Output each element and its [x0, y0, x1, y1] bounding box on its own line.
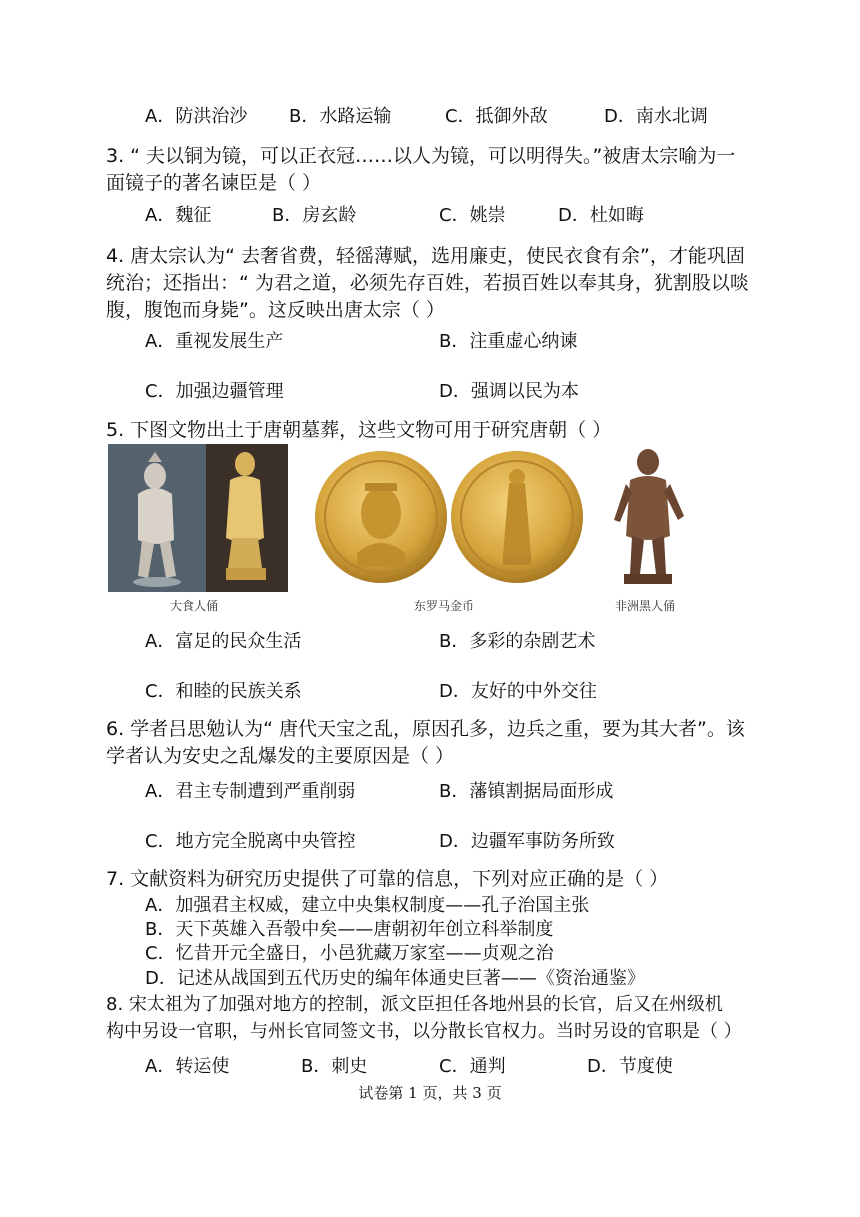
q6-option-c: C．地方完全脱离中央管控: [145, 831, 356, 852]
q3-option-d: D．杜如晦: [558, 205, 644, 226]
q5-option-b: B．多彩的杂剧艺术: [439, 631, 596, 652]
q5-option-d: D．友好的中外交往: [439, 681, 597, 702]
q2-option-d: D．南水北调: [604, 106, 708, 127]
q8-option-b: B．刺史: [301, 1056, 368, 1077]
q4-option-a: A．重视发展生产: [145, 331, 284, 352]
caption-arab-figurine: 大食人俑: [170, 599, 219, 613]
q6-option-a: A．君主专制遭到严重削弱: [145, 781, 356, 802]
q5-stem-line1: 5. 下图文物出土于唐朝墓葬，这些文物可用于研究唐朝（ ）: [106, 419, 612, 441]
q2-option-c: C．抵御外敌: [445, 106, 548, 127]
q3-stem-line1: 3. “ 夫以铜为镜，可以正衣冠……以人为镜，可以明得失。”被唐太宗喻为一: [106, 145, 736, 167]
q2-option-b: B．水路运输: [289, 106, 392, 127]
q8-option-d: D．节度使: [587, 1056, 673, 1077]
q4-stem-line3: 腹，腹饱而身毙”。这反映出唐太宗（ ）: [106, 299, 445, 321]
q4-option-b: B．注重虚心纳谏: [439, 331, 578, 352]
q4-option-c: C．加强边疆管理: [145, 381, 284, 402]
arab-figurines-image: [108, 444, 288, 592]
q3-option-c: C．姚崇: [439, 205, 506, 226]
q7-option-d: D．记述从战国到五代历史的编年体通史巨著——《资治通鉴》: [145, 968, 645, 989]
q4-option-d: D．强调以民为本: [439, 381, 579, 402]
q8-option-a: A．转运使: [145, 1056, 230, 1077]
q6-option-d: D．边疆军事防务所致: [439, 831, 615, 852]
q4-stem-line1: 4. 唐太宗认为“ 去奢省费，轻徭薄赋，选用廉吏，使民衣食有余”，才能巩固: [106, 245, 745, 267]
q7-option-a: A．加强君主权威，建立中央集权制度——孔子治国主张: [145, 895, 590, 916]
q8-stem-line2: 构中另设一官职，与州长官同签文书，以分散长官权力。当时另设的官职是（ ）: [106, 1021, 742, 1042]
q7-stem-line1: 7. 文献资料为研究历史提供了可靠的信息，下列对应正确的是（ ）: [106, 868, 669, 890]
q6-option-b: B．藩镇割据局面形成: [439, 781, 614, 802]
q4-stem-line2: 统治；还指出：“ 为君之道，必须先存百姓，若损百姓以奉其身，犹割股以啖: [106, 272, 749, 294]
q3-option-b: B．房玄龄: [272, 205, 357, 226]
q5-option-c: C．和睦的民族关系: [145, 681, 302, 702]
q8-stem-line1: 8. 宋太祖为了加强对地方的控制，派文臣担任各地州县的长官，后又在州级机: [106, 994, 723, 1015]
q3-option-a: A．魏征: [145, 205, 212, 226]
q6-stem-line1: 6. 学者吕思勉认为“ 唐代天宝之乱，原因孔多，边兵之重，要为其大者”。该: [106, 718, 745, 740]
african-figurine-image: [604, 444, 692, 592]
caption-african-figurine: 非洲黑人俑: [615, 599, 676, 613]
q3-stem-line2: 面镜子的著名谏臣是（ ）: [106, 172, 322, 194]
q7-option-b: B．天下英雄入吾彀中矣——唐朝初年创立科举制度: [145, 919, 554, 940]
q7-option-c: C．忆昔开元全盛日，小邑犹藏万家室——贞观之治: [145, 943, 554, 964]
q6-stem-line2: 学者认为安史之乱爆发的主要原因是（ ）: [106, 745, 455, 767]
q2-option-a: A．防洪治沙: [145, 106, 248, 127]
caption-byzantine-coin: 东罗马金币: [414, 599, 475, 613]
page-footer: 试卷第 1 页，共 3 页: [358, 1084, 502, 1102]
q5-option-a: A．富足的民众生活: [145, 631, 302, 652]
q8-option-c: C．通判: [439, 1056, 506, 1077]
byzantine-gold-coins-image: [313, 443, 587, 591]
